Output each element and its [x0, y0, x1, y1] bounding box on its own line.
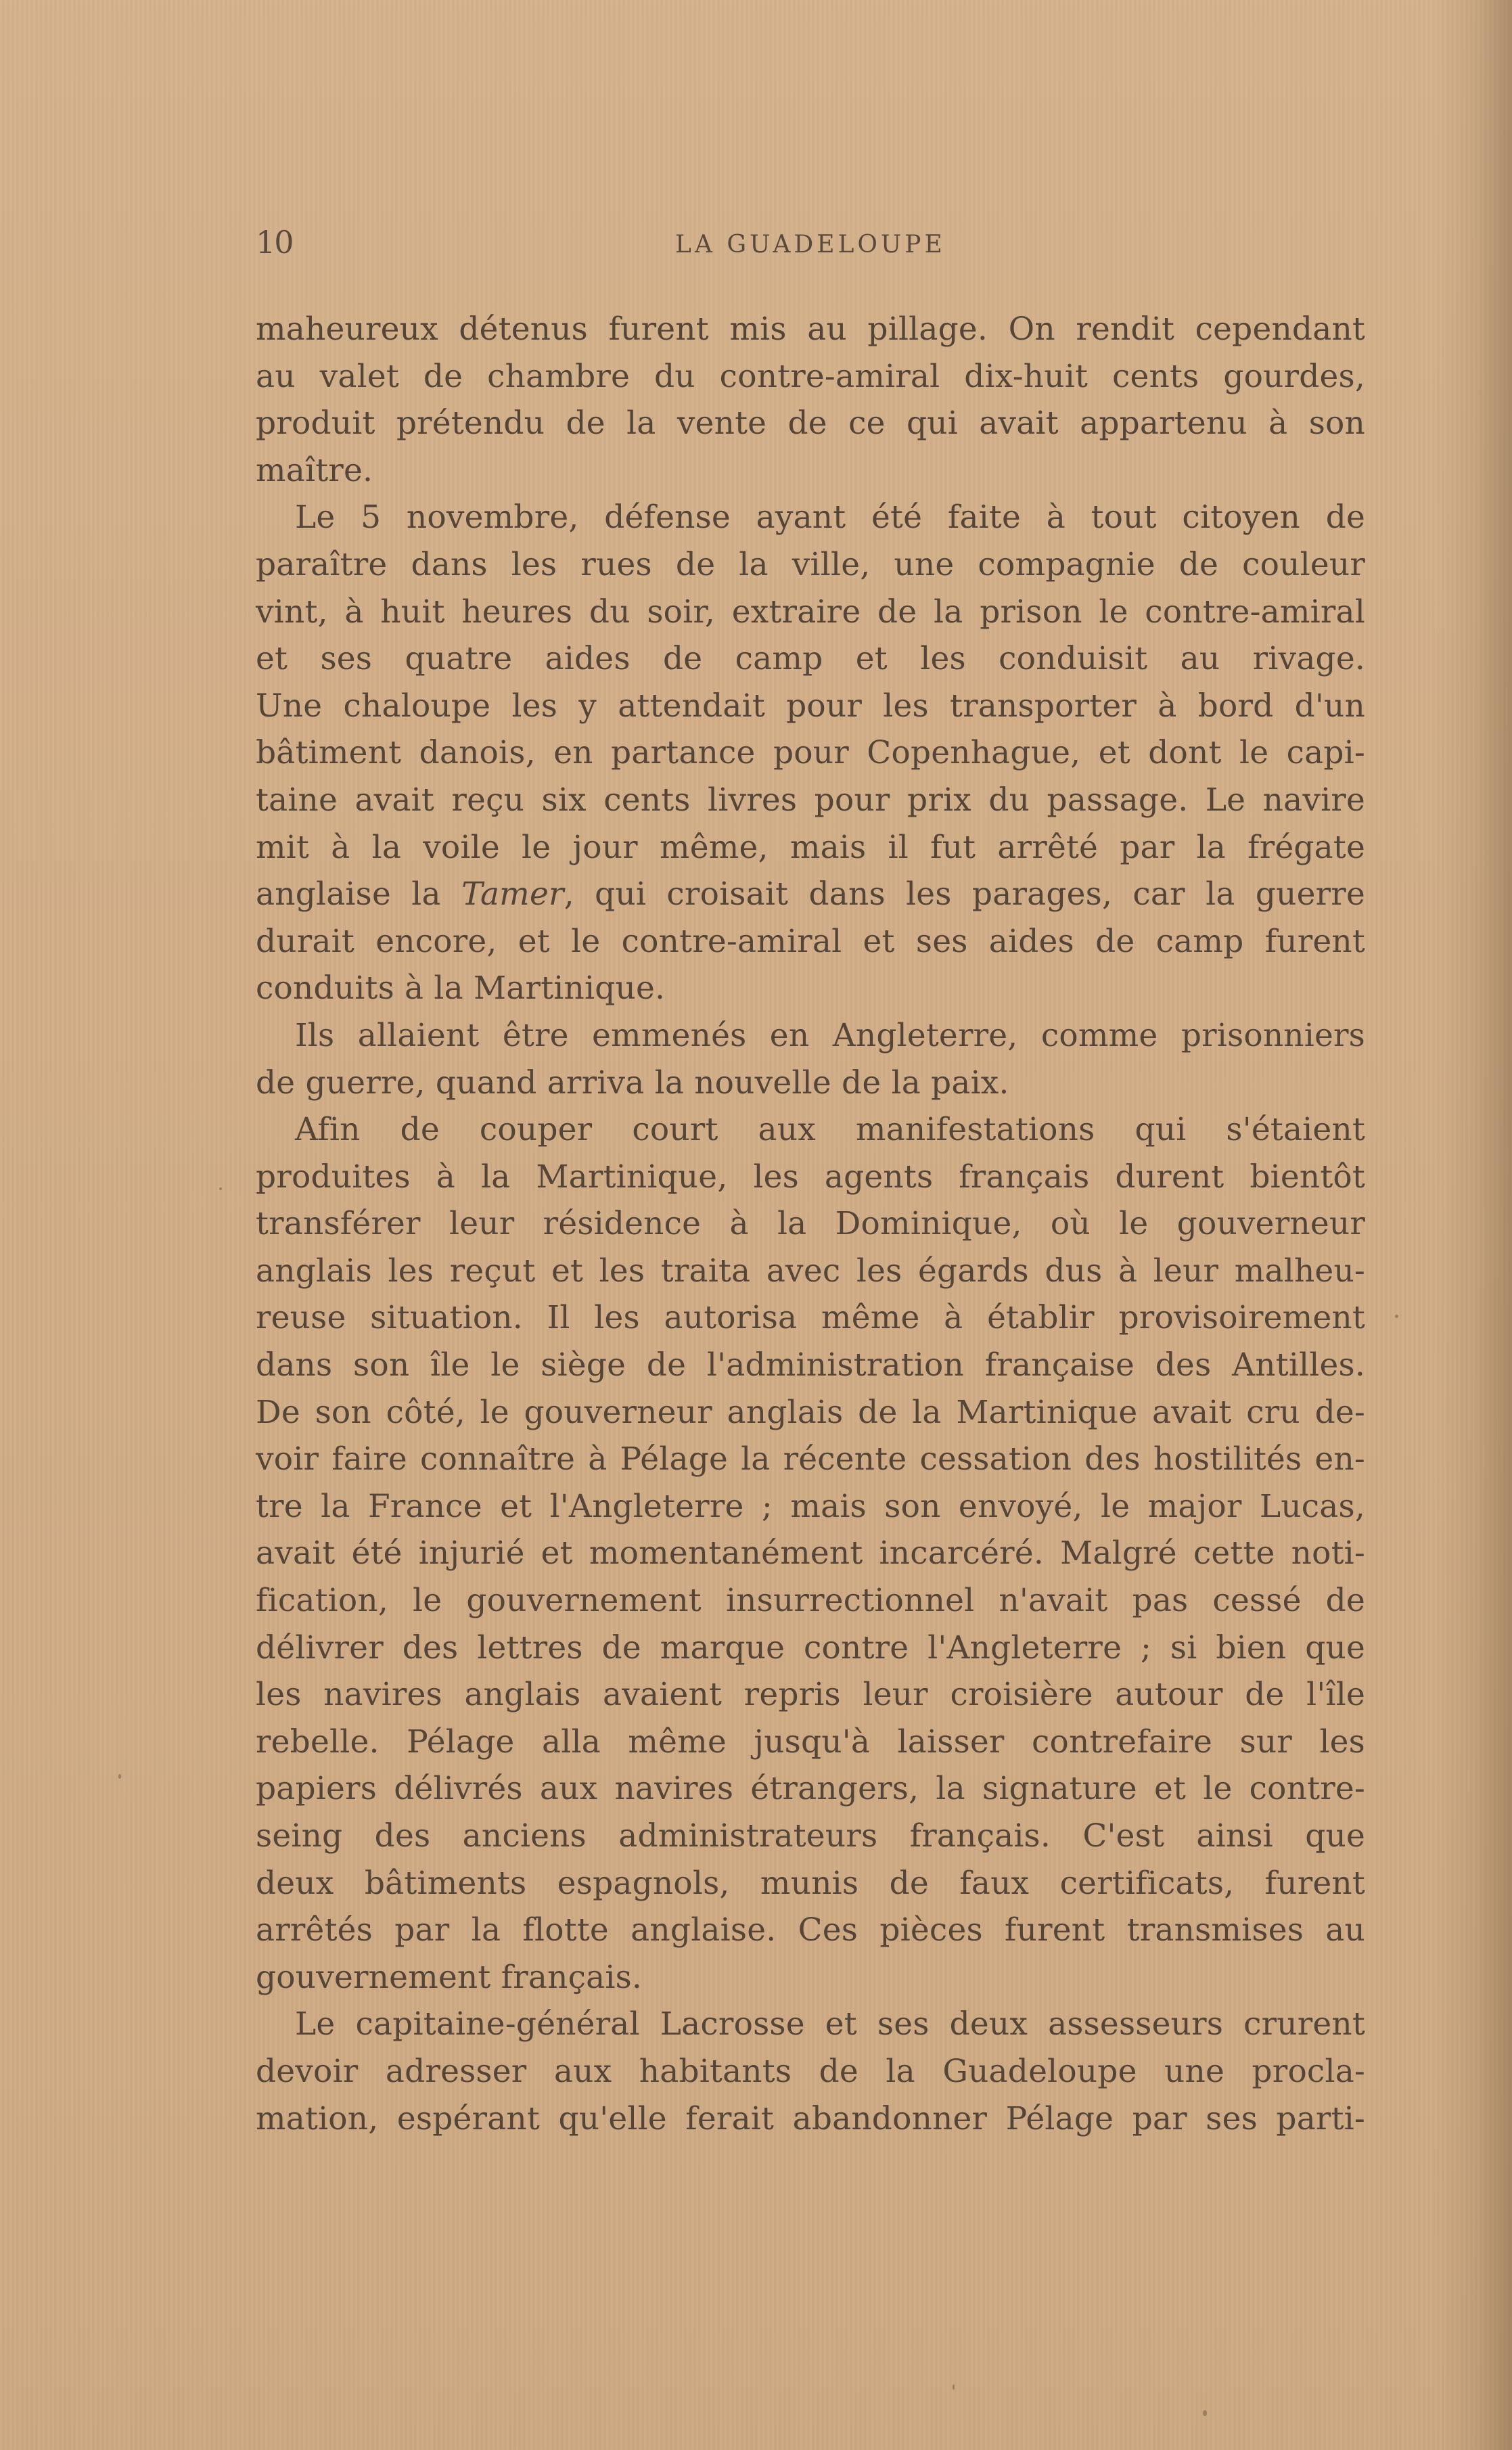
- text-line: arrêtés par la flotte anglaise. Ces pièces furent transmises au: [256, 1911, 1365, 1949]
- page-number: 10: [256, 224, 293, 260]
- text-line: reuse situation. Il les autorisa même à établir provisoirement: [256, 1299, 1365, 1337]
- text-line: anglais les reçut et les traita avec les égards dus à leur malheu-: [256, 1252, 1365, 1290]
- text-line: transférer leur résidence à la Dominique, où le gouverneur: [256, 1205, 1365, 1243]
- text-line: rebelle. Pélage alla même jusqu'à laisser contrefaire sur les: [256, 1723, 1365, 1761]
- text-line: mit à la voile le jour même, mais il fut arrêté par la frégate: [256, 828, 1365, 866]
- text-line: produit prétendu de la vente de ce qui avait appartenu à son: [256, 405, 1365, 443]
- paper-speck: [118, 1774, 121, 1779]
- text-line: maheureux détenus furent mis au pillage. On rendit cependant: [256, 311, 1365, 348]
- text-line: Une chaloupe les y attendait pour les transporter à bord d'un: [256, 687, 1365, 725]
- text-line: avait été injurié et momentanément incarcéré. Malgré cette noti-: [256, 1535, 1365, 1572]
- running-title: LA GUADELOUPE: [675, 231, 946, 258]
- text-line: De son côté, le gouverneur anglais de la Martinique avait cru de-: [256, 1393, 1365, 1431]
- text-line: voir faire connaître à Pélage la récente cessation des hostilités en-: [256, 1440, 1365, 1478]
- paragraph-start-line: Le 5 novembre, défense ayant été faite à tout citoyen de: [295, 499, 1365, 537]
- text-line: maître.: [256, 451, 373, 489]
- text-line: dans son île le siège de l'administration française des Antilles.: [256, 1346, 1365, 1384]
- text-line: et ses quatre aides de camp et les conduisit au rivage.: [256, 640, 1365, 678]
- body-text: [256, 306, 1365, 2142]
- text-line: seing des anciens administrateurs français. C'est ainsi que: [256, 1817, 1365, 1855]
- text-line: fication, le gouvernement insurrectionnel n'avait pas cessé de: [256, 1582, 1365, 1620]
- text-line: mation, espérant qu'elle ferait abandonner Pélage par ses parti-: [256, 2100, 1365, 2137]
- text-segment: anglaise la: [256, 876, 462, 913]
- text-line: tre la France et l'Angleterre ; mais son envoyé, le major Lucas,: [256, 1487, 1365, 1525]
- text-line: au valet de chambre du contre-amiral dix-huit cents gourdes,: [256, 357, 1365, 395]
- paragraph-start-line: Ils allaient être emmenés en Angleterre, comme prisonniers: [295, 1016, 1365, 1054]
- text-line: devoir adresser aux habitants de la Guadeloupe une procla-: [256, 2052, 1365, 2090]
- text-segment: , qui croisait dans les parages, car la guerre: [564, 876, 1365, 913]
- text-line: papiers délivrés aux navires étrangers, la signature et le contre-: [256, 1770, 1365, 1808]
- text-line: paraître dans les rues de la ville, une compagnie de couleur: [256, 545, 1365, 583]
- text-line: durait encore, et le contre-amiral et ses aides de camp furent: [256, 922, 1365, 960]
- text-line: délivrer des lettres de marque contre l'Angleterre ; si bien que: [256, 1629, 1365, 1666]
- text-line: les navires anglais avaient repris leur croisière autour de l'île: [256, 1676, 1365, 1714]
- paper-speck: [1395, 1315, 1398, 1318]
- paper-speck: [1203, 2410, 1207, 2416]
- text-line: gouvernement français.: [256, 1958, 643, 1996]
- paper-speck: [953, 2384, 955, 2390]
- ship-name-italic: Tamer: [461, 876, 564, 913]
- text-line: bâtiment danois, en partance pour Copenhague, et dont le capi-: [256, 734, 1365, 772]
- paragraph-start-line: Afin de couper court aux manifestations qui s'étaient: [295, 1111, 1365, 1149]
- text-line: taine avait reçu six cents livres pour prix du passage. Le navire: [256, 781, 1365, 819]
- paragraph-start-line: Le capitaine-général Lacrosse et ses deux assesseurs crurent: [295, 2005, 1365, 2043]
- text-line: conduits à la Martinique.: [256, 970, 666, 1007]
- text-line: de guerre, quand arriva la nouvelle de la paix.: [256, 1064, 1009, 1102]
- text-line: deux bâtiments espagnols, munis de faux certificats, furent: [256, 1864, 1365, 1902]
- paper-speck: [219, 1187, 222, 1190]
- text-line: produites à la Martinique, les agents français durent bientôt: [256, 1158, 1365, 1196]
- text-line: [256, 871, 1365, 918]
- running-head: [256, 222, 1365, 263]
- text-line: vint, à huit heures du soir, extraire de la prison le contre-amiral: [256, 593, 1365, 631]
